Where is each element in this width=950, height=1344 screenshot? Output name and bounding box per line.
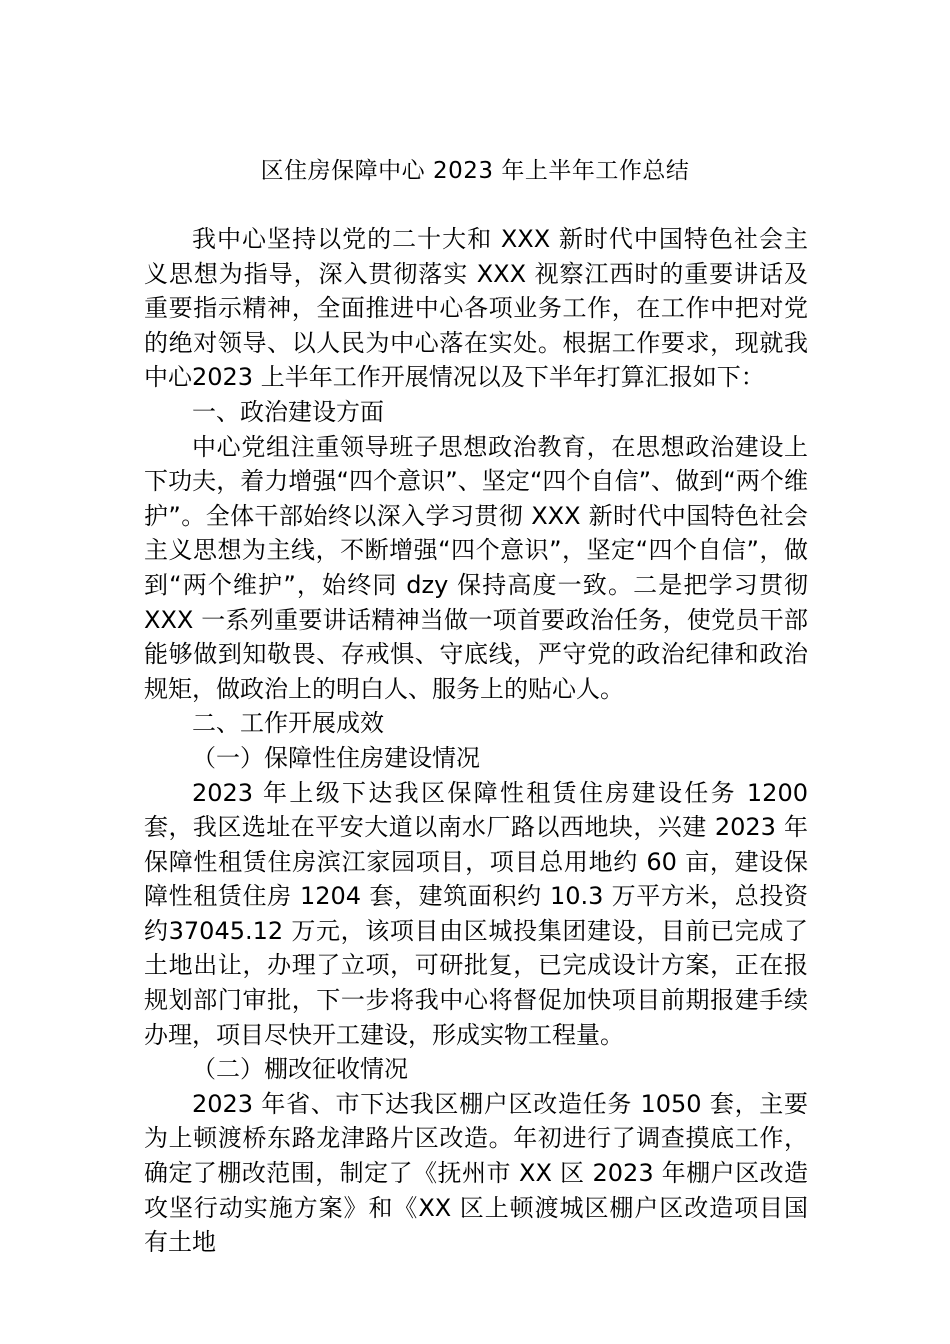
document-body [144,222,808,1260]
political-paragraph: 中心党组注重领导班子思想政治教育，在思想政治建设上下功夫，着力增强“四个意识”、坚定“四个自信”、做到“两个维护”。全体干部始终以深入学习贯彻 XXX 新时代中国特色社会主义思想为主线，不断增强“四个意识”，坚定“四个自信”，做到“两个维护”，始终同 dzy 保持高度一致。二是把学习贯彻 XXX 一系列重要讲话精神当做一项首要政治任务，使党员干部能够做到知敬畏、存戒惧、守底线，严守党的政治纪律和政治规矩，做政治上的明白人、服务上的贴心人。 [144,432,808,703]
intro-paragraph: 我中心坚持以党的二十大和 XXX 新时代中国特色社会主义思想为指导，深入贯彻落实 XXX 视察江西时的重要讲话及重要指示精神，全面推进中心各项业务工作，在工作中把对党的绝对领导、以人民为中心落在实处。根据工作要求，现就我中心2023 上半年工作开展情况以及下半年打算汇报如下： [144,225,808,392]
subheading-shantytown: （二）棚改征收情况 [192,1055,408,1084]
page-title: 区住房保障中心 2023 年上半年工作总结 [260,158,690,184]
section-heading-political: 一、政治建设方面 [192,397,384,426]
shantytown-paragraph: 2023 年省、市下达我区棚户区改造任务 1050 套，主要为上顿渡桥东路龙津路片区改造。年初进行了调查摸底工作，确定了棚改范围，制定了《抚州市 XX 区 2023 年棚户区改造攻坚行动实施方案》和《XX 区上顿渡城区棚户区改造项目国有土地 [144,1089,808,1257]
section-heading-results: 二、工作开展成效 [192,709,384,738]
housing-paragraph: 2023 年上级下达我区保障性租赁住房建设任务 1200 套，我区选址在平安大道以南水厂路以西地块，兴建 2023 年保障性租赁住房滨江家园项目，项目总用地约 60 亩，建设保障性租赁住房 1204 套，建筑面积约 10.3 万平方米，总投资约37045.12 万元，该项目由区城投集团建设，目前已完成了土地出让，办理了立项，可研批复，已完成设计方案，正在报规划部门审批，下一步将我中心将督促加快项目前期报建手续办理，项目尽快开工建设，形成实物工程量。 [144,778,808,1049]
subheading-housing: （一）保障性住房建设情况 [192,743,480,772]
